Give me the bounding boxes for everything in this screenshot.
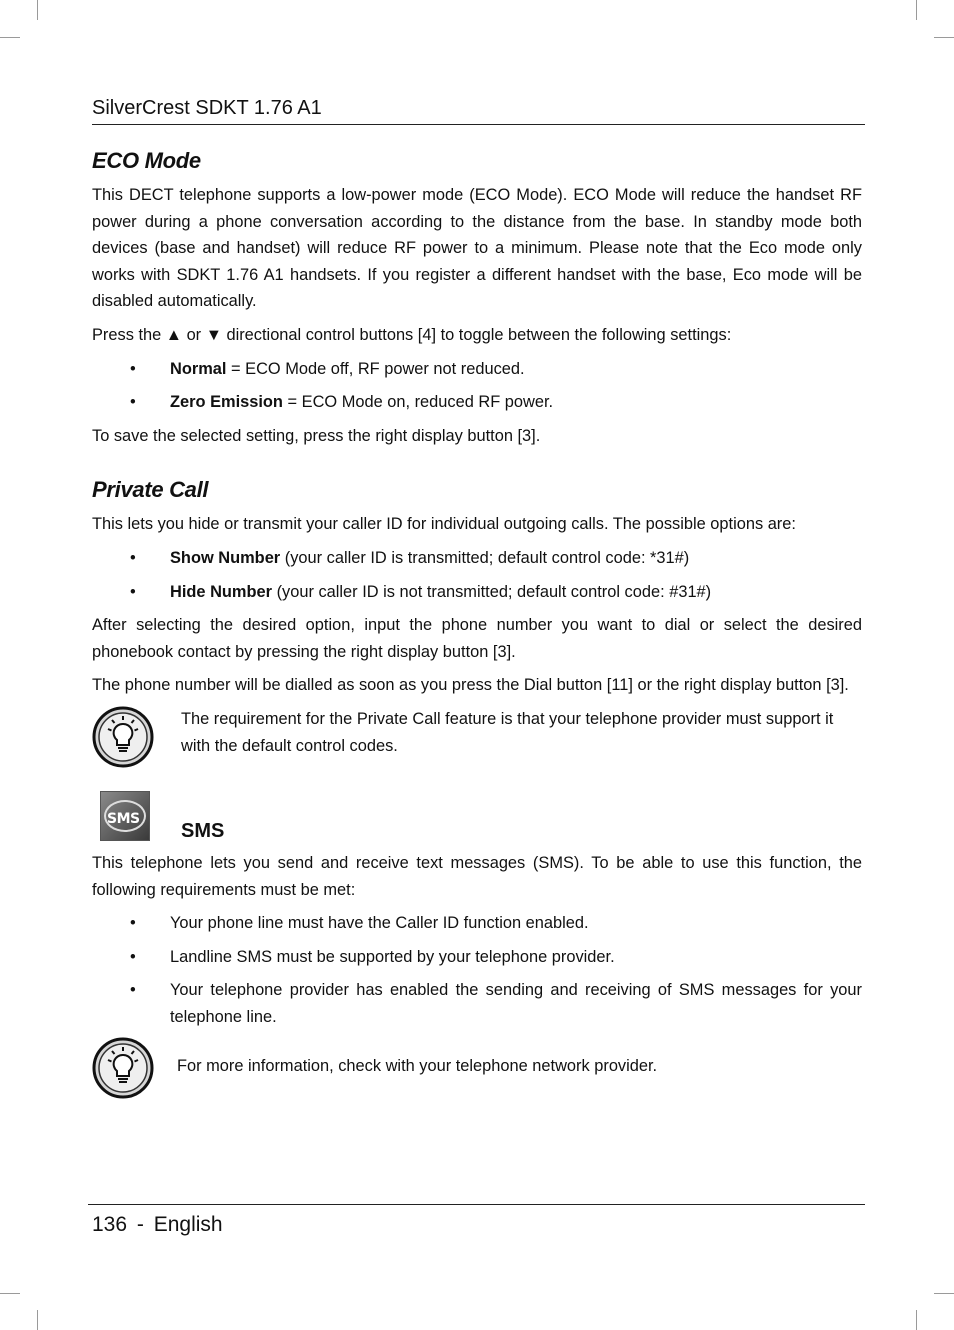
- list-item: • Landline SMS must be supported by your telephone provider.: [92, 944, 862, 971]
- private-options-list: [92, 545, 862, 605]
- tip-note: [92, 706, 862, 768]
- eco-mode-heading: ECO Mode: [92, 148, 201, 173]
- crop-mark: [934, 37, 954, 38]
- sms-requirements-list: [92, 910, 862, 1030]
- sms-menu-icon: [100, 791, 150, 841]
- crop-mark: [37, 1310, 38, 1330]
- lightbulb-tip-icon: [92, 1037, 154, 1099]
- sms-intro: This telephone lets you send and receive text messages (SMS). To be able to use this function, the following requirements must be met:: [92, 853, 862, 899]
- list-item: [92, 545, 862, 572]
- option-desc: = ECO Mode off, RF power not reduced.: [226, 359, 525, 378]
- crop-mark: [0, 1293, 20, 1294]
- sms-icon-label: SMS: [107, 810, 140, 827]
- footer-separator: -: [136, 1213, 144, 1236]
- option-desc: = ECO Mode on, reduced RF power.: [282, 393, 554, 412]
- list-item: [92, 389, 862, 416]
- eco-save: To save the selected setting, press the right display button [3].: [92, 426, 541, 445]
- page-content: [92, 146, 862, 1107]
- page-header: SilverCrest SDKT 1.76 A1: [92, 95, 865, 125]
- private-dial: The phone number will be dialled as soon as you press the Dial button [11] or the right display button [3].: [92, 676, 849, 695]
- tip-note: [92, 1037, 862, 1099]
- private-after: After selecting the desired option, input the phone number you want to dial or select the desired phonebook contact by pressing the right display button [3].: [92, 616, 862, 661]
- sms-heading-row: [92, 790, 862, 842]
- list-item: • Your telephone provider has enabled the sending and receiving of SMS messages for your telephone line.: [92, 977, 862, 1030]
- private-intro: This lets you hide or transmit your caller ID for individual outgoing calls. The possible options are:: [92, 515, 796, 534]
- private-call-heading: Private Call: [92, 477, 209, 503]
- list-item: [92, 356, 862, 383]
- lightbulb-tip-icon: [92, 706, 154, 768]
- page-footer: [88, 1204, 865, 1239]
- option-term: Zero Emission: [170, 393, 283, 412]
- sms-heading: SMS: [181, 819, 225, 842]
- crop-mark: [916, 1310, 917, 1330]
- eco-options-list: [92, 356, 862, 416]
- list-item: • Your phone line must have the Caller ID function enabled.: [92, 910, 862, 937]
- option-desc: (your caller ID is transmitted; default control code: *31#): [280, 548, 690, 567]
- footer-language: English: [153, 1213, 223, 1236]
- option-term: Normal: [170, 359, 227, 378]
- crop-mark: [934, 1293, 954, 1294]
- eco-intro: This DECT telephone supports a low-power mode (ECO Mode). ECO Mode will reduce the handset RF power during a phone conversation according to the distance from the base. In standby mode both devices (base and handset) will reduce RF power to a minimum. Please note that the Eco mode only works with SDKT 1.76 A1 handsets. If you register a different handset with the base, Eco mode will be disabled automatically.: [92, 186, 862, 311]
- tip-text: For more information, check with your telephone network provider.: [177, 1057, 658, 1076]
- crop-mark: [0, 37, 20, 38]
- option-term: Hide Number: [170, 582, 273, 601]
- eco-press: Press the ▲ or ▼ directional control buttons [4] to toggle between the following settings:: [92, 325, 732, 344]
- option-desc: (your caller ID is not transmitted; default control code: #31#): [272, 582, 712, 601]
- list-item: [92, 579, 862, 606]
- page-number: 136: [92, 1213, 128, 1236]
- crop-mark: [916, 0, 917, 20]
- tip-text: The requirement for the Private Call feature is that your telephone provider must support it with the default control codes.: [181, 709, 834, 755]
- option-term: Show Number: [170, 548, 281, 567]
- crop-mark: [37, 0, 38, 20]
